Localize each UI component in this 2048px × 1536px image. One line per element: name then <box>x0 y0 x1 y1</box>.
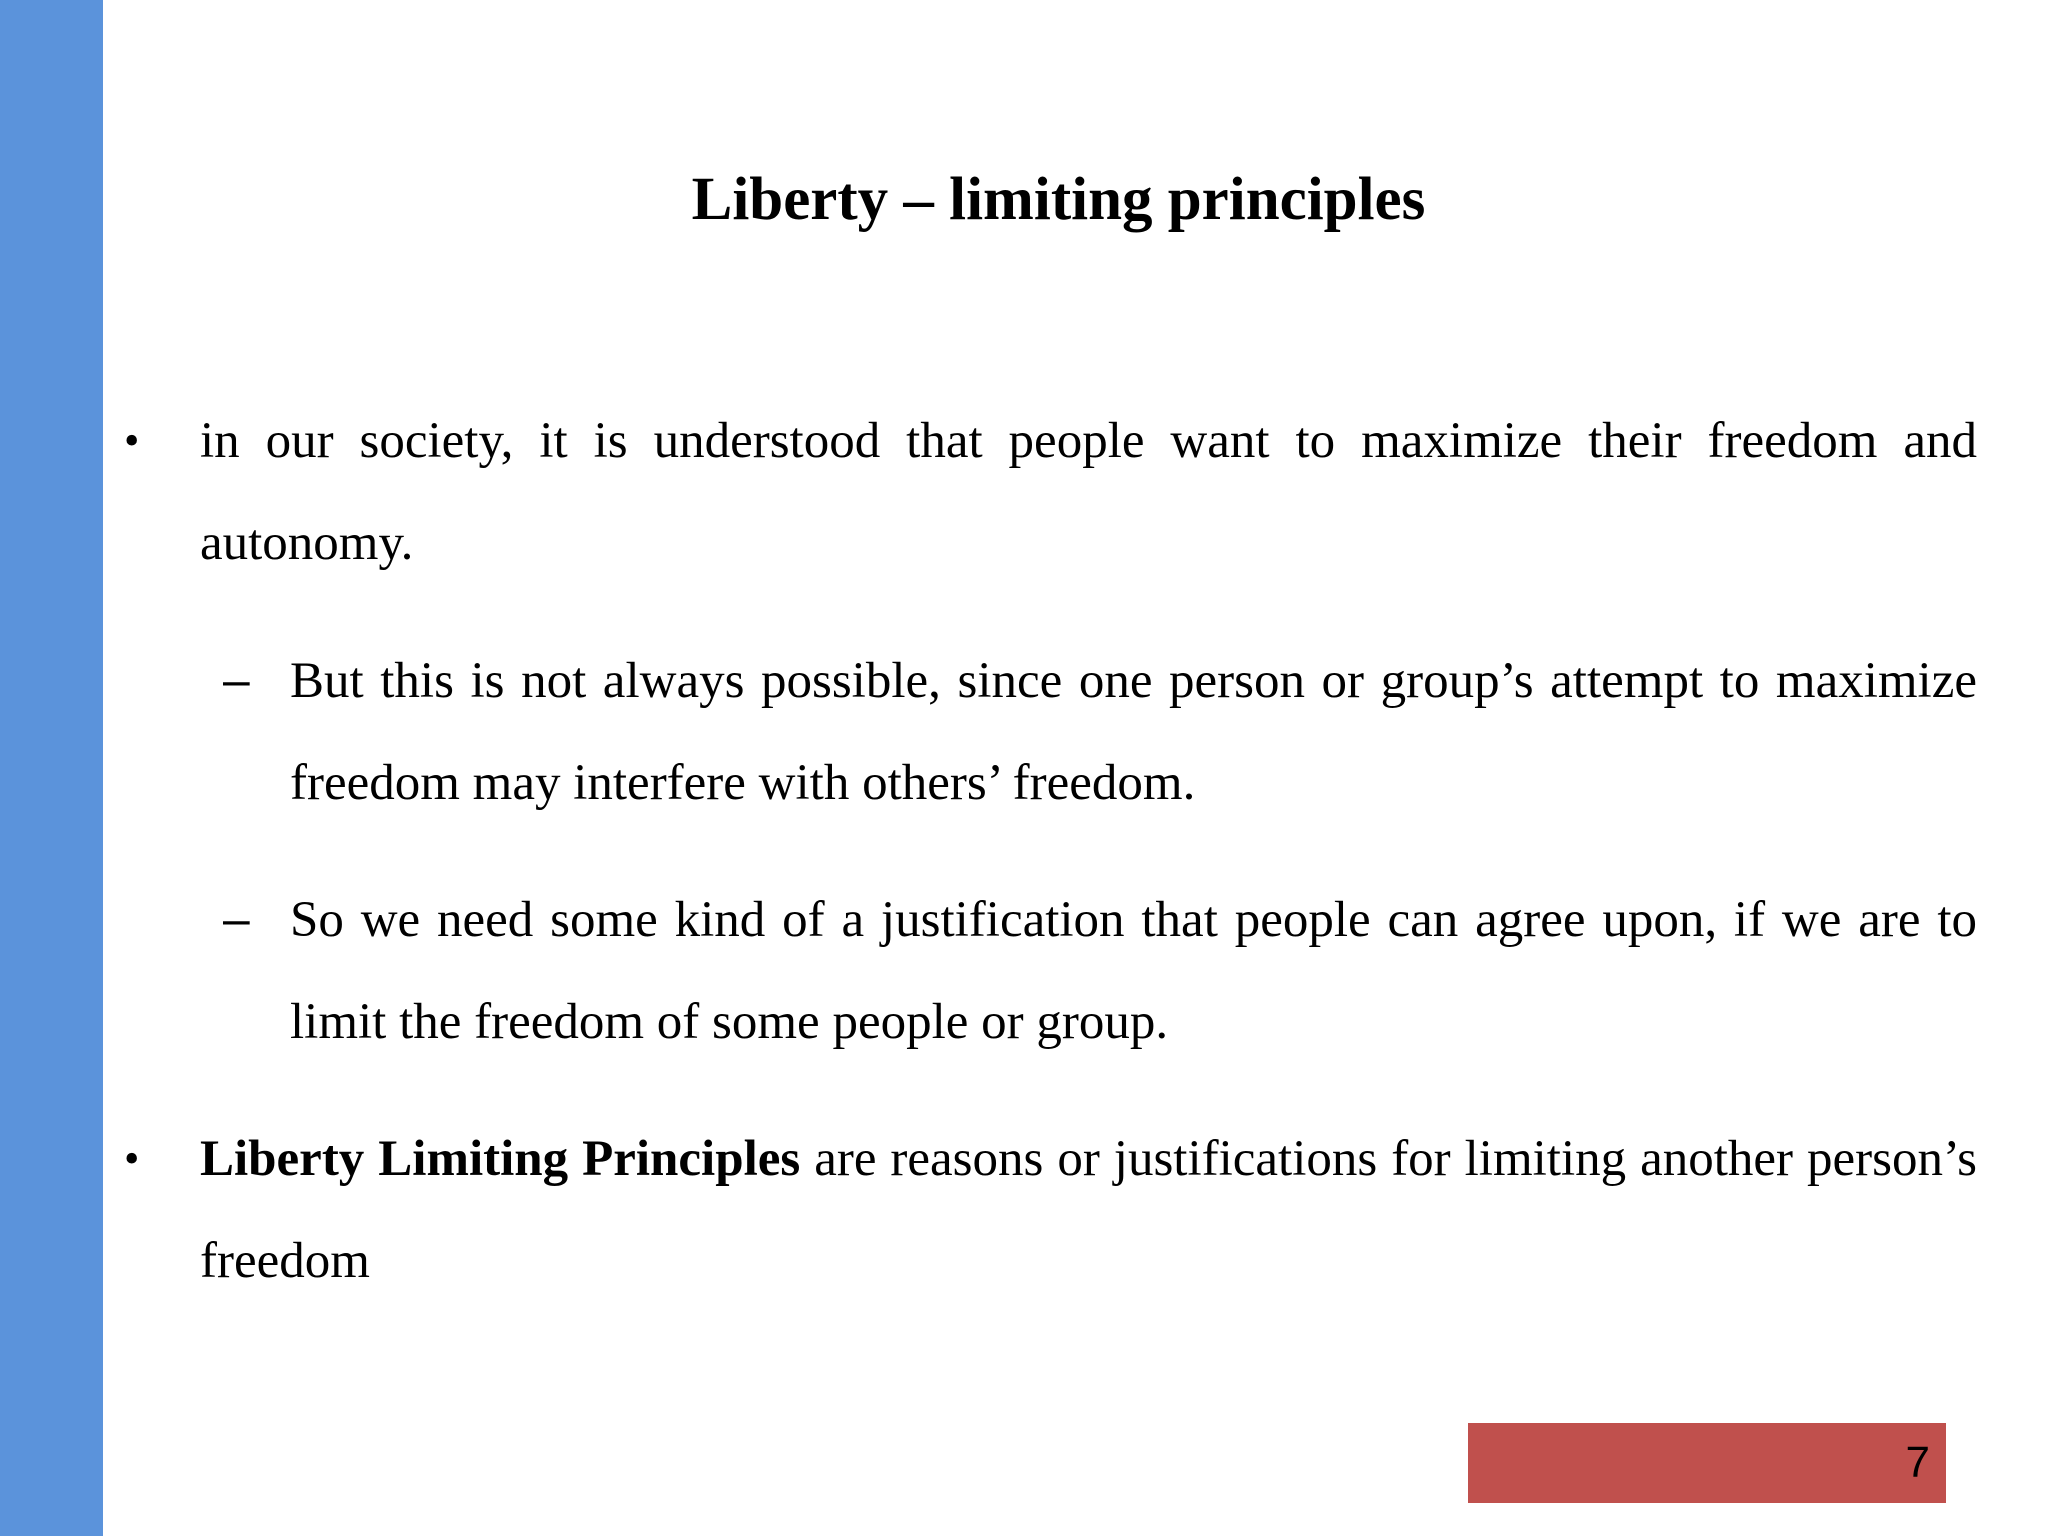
bullet-item-liberty-limiting-principles <box>200 1108 1977 1312</box>
slide-title: Liberty – limiting principles <box>691 166 1426 233</box>
sub-item-not-always-possible: But this is not always possible, since one person or group’s attempt to maximize freedom may interfere with others’ freedom. <box>290 653 1977 811</box>
bullet-marker: • <box>124 416 140 465</box>
dash-marker: – <box>223 654 250 707</box>
page-number-box <box>1468 1423 1946 1503</box>
sub-item-justification: So we need some kind of a justification that people can agree upon, if we are to limit the freedom of some people or group. <box>290 892 1977 1050</box>
bullet-item-freedom-autonomy: in our society, it is understood that people want to maximize their freedom and autonomy. <box>200 413 1977 571</box>
page-number: 7 <box>1905 1438 1930 1487</box>
bullet-marker: • <box>124 1134 140 1183</box>
left-accent-bar <box>0 0 103 1536</box>
bold-term: Liberty Limiting Principles <box>200 1131 801 1187</box>
definition-text: are reasons or justifications for limiting another person’s freedom <box>200 1131 1977 1289</box>
dash-marker: – <box>223 893 250 946</box>
